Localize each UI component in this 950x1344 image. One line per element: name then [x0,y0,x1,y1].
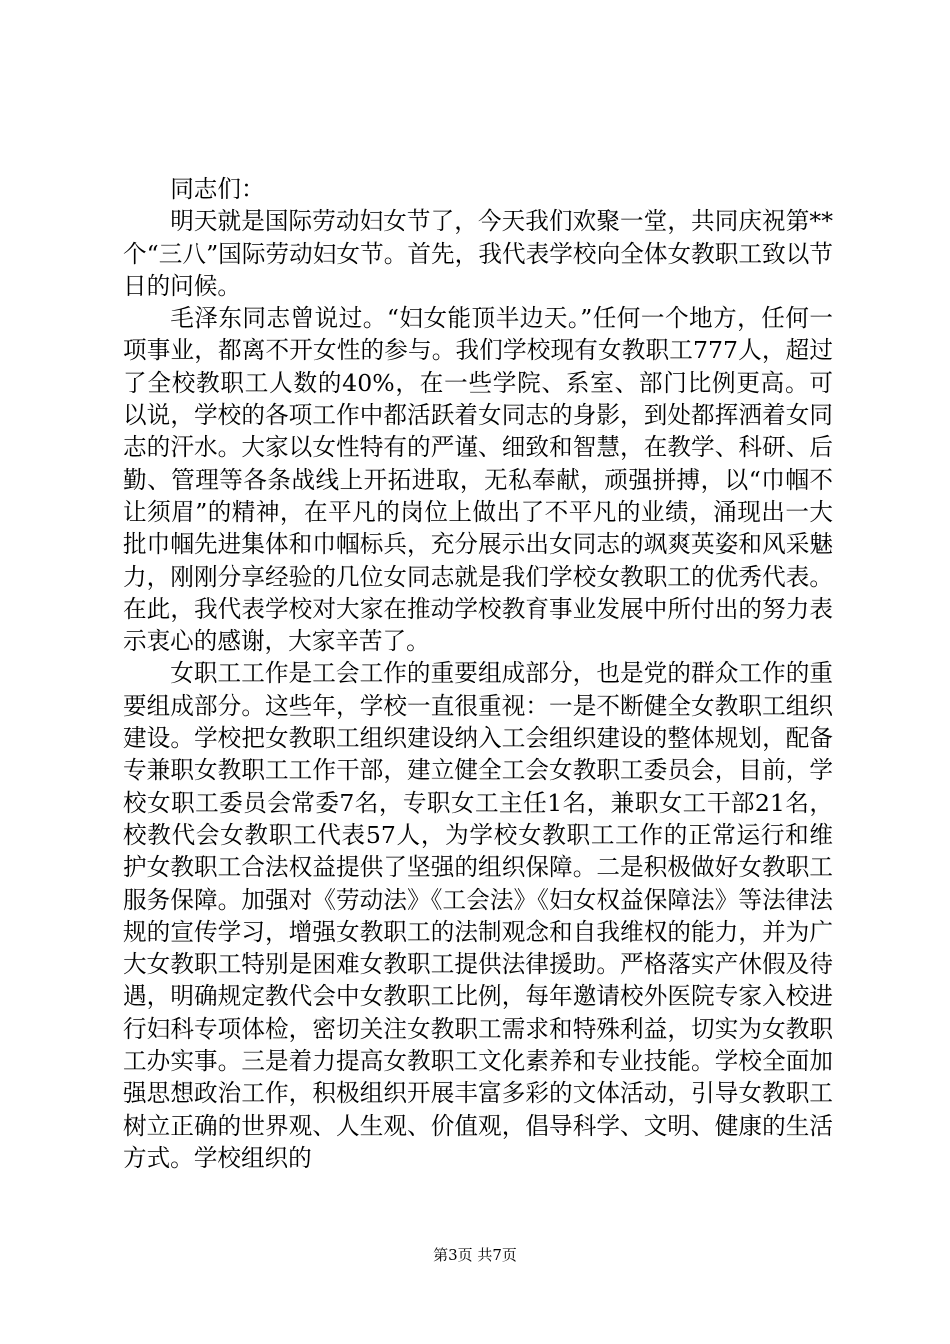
paragraph-union-work: 女职工工作是工会工作的重要组成部分，也是党的群众工作的重要组成部分。这些年，学校一直很重视：一是不断健全女教职工组织建设。学校把女教职工组织建设纳入工会组织建设的整体规划，配备专兼职女教职工工作干部，建立健全工会女教职工委员会，目前，学校女职工委员会常委7名，专职女工主任1名，兼职女工干部21名，校教代会女教职工代表57人，为学校女教职工工作的正常运行和维护女教职工合法权益提供了坚强的组织保障。二是积极做好女教职工服务保障。加强对《劳动法》《工会法》《妇女权益保障法》等法律法规的宣传学习，增强女教职工的法制观念和自我维权的能力，并为广大女教职工特别是困难女教职工提供法律援助。严格落实产休假及待遇，明确规定教代会中女教职工比例，每年邀请校外医院专家入校进行妇科专项体检，密切关注女教职工需求和特殊利益，切实为女教职工办实事。三是着力提高女教职工文化素养和专业技能。学校全面加强思想政治工作，积极组织开展丰富多彩的文体活动，引导女教职工树立正确的世界观、人生观、价值观，倡导科学、文明、健康的生活方式。学校组织的 [123,659,833,1172]
page-number-footer: 第3页 共7页 [433,1246,517,1264]
document-body [123,173,833,1174]
paragraph-women-contribution: 毛泽东同志曾说过。“妇女能顶半边天。”任何一个地方，任何一项事业，都离不开女性的参与。我们学校现有女教职工777人，超过了全校教职工人数的40%，在一些学院、系室、部门比例更高。可以说，学校的各项工作中都活跃着女同志的身影，到处都挥洒着女同志的汗水。大家以女性特有的严谨、细致和智慧，在教学、科研、后勤、管理等各条战线上开拓进取，无私奉献，顽强拼搏，以“巾帼不让须眉”的精神，在平凡的岗位上做出了不平凡的业绩，涌现出一大批巾帼先进集体和巾帼标兵，充分展示出女同志的飒爽英姿和风采魅力，刚刚分享经验的几位女同志就是我们学校女教职工的优秀代表。在此，我代表学校对大家在推动学校教育事业发展中所付出的努力表示衷心的感谢，大家辛苦了。 [123,304,833,656]
paragraph-opening: 明天就是国际劳动妇女节了，今天我们欢聚一堂，共同庆祝第**个“三八”国际劳动妇女节。首先，我代表学校向全体女教职工致以节日的问候。 [123,207,833,300]
salutation: 同志们： [170,175,265,203]
